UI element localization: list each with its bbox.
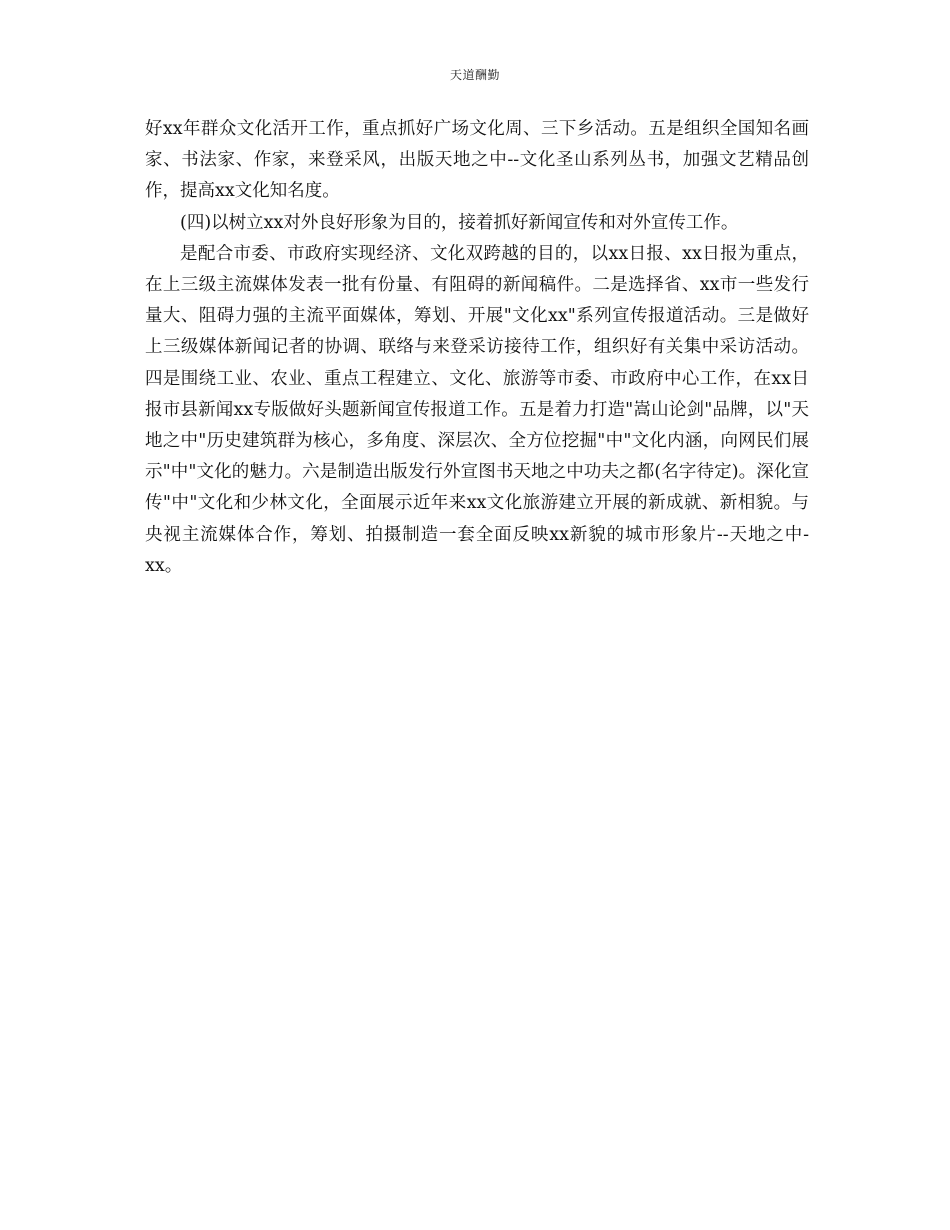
paragraph-continuation: 好xx年群众文化活开工作，重点抓好广场文化周、三下乡活动。五是组织全国知名画家、书法家、作家，来登采风，出版天地之中--文化圣山系列丛书，加强文艺精品创作，提高xx文化知名度。 <box>145 119 809 202</box>
paragraph-body: 是配合市委、市政府实现经济、文化双跨越的目的，以xx日报、xx日报为重点，在上三级主流媒体发表一批有份量、有阻碍的新闻稿件。二是选择省、xx市一些发行量大、阻碍力强的主流平面媒体，筹划、开展"文化xx"系列宣传报道活动。三是做好上三级媒体新闻记者的协调、联络与来登采访接待工作，组织好有关集中采访活动。四是围绕工业、农业、重点工程建立、文化、旅游等市委、市政府中心工作，在xx日报市县新闻xx专版做好头题新闻宣传报道工作。五是着力打造"嵩山论剑"品牌，以"天地之中"历史建筑群为核心，多角度、深层次、全方位挖掘"中"文化内涵，向网民们展示"中"文化的魅力。六是制造出版发行外宣图书天地之中功夫之都(名字待定)。深化宣传"中"文化和少林文化，全面展示近年来xx文化旅游建立开展的新成就、新相貌。与央视主流媒体合作，筹划、拍摄制造一套全面反映xx新貌的城市形象片--天地之中-xx。 <box>145 243 809 576</box>
paragraph-section-heading: (四)以树立xx对外良好形象为目的，接着抓好新闻宣传和对外宣传工作。 <box>180 212 739 233</box>
document-body <box>145 114 809 582</box>
page-header: 天道酬勤 <box>449 68 500 82</box>
